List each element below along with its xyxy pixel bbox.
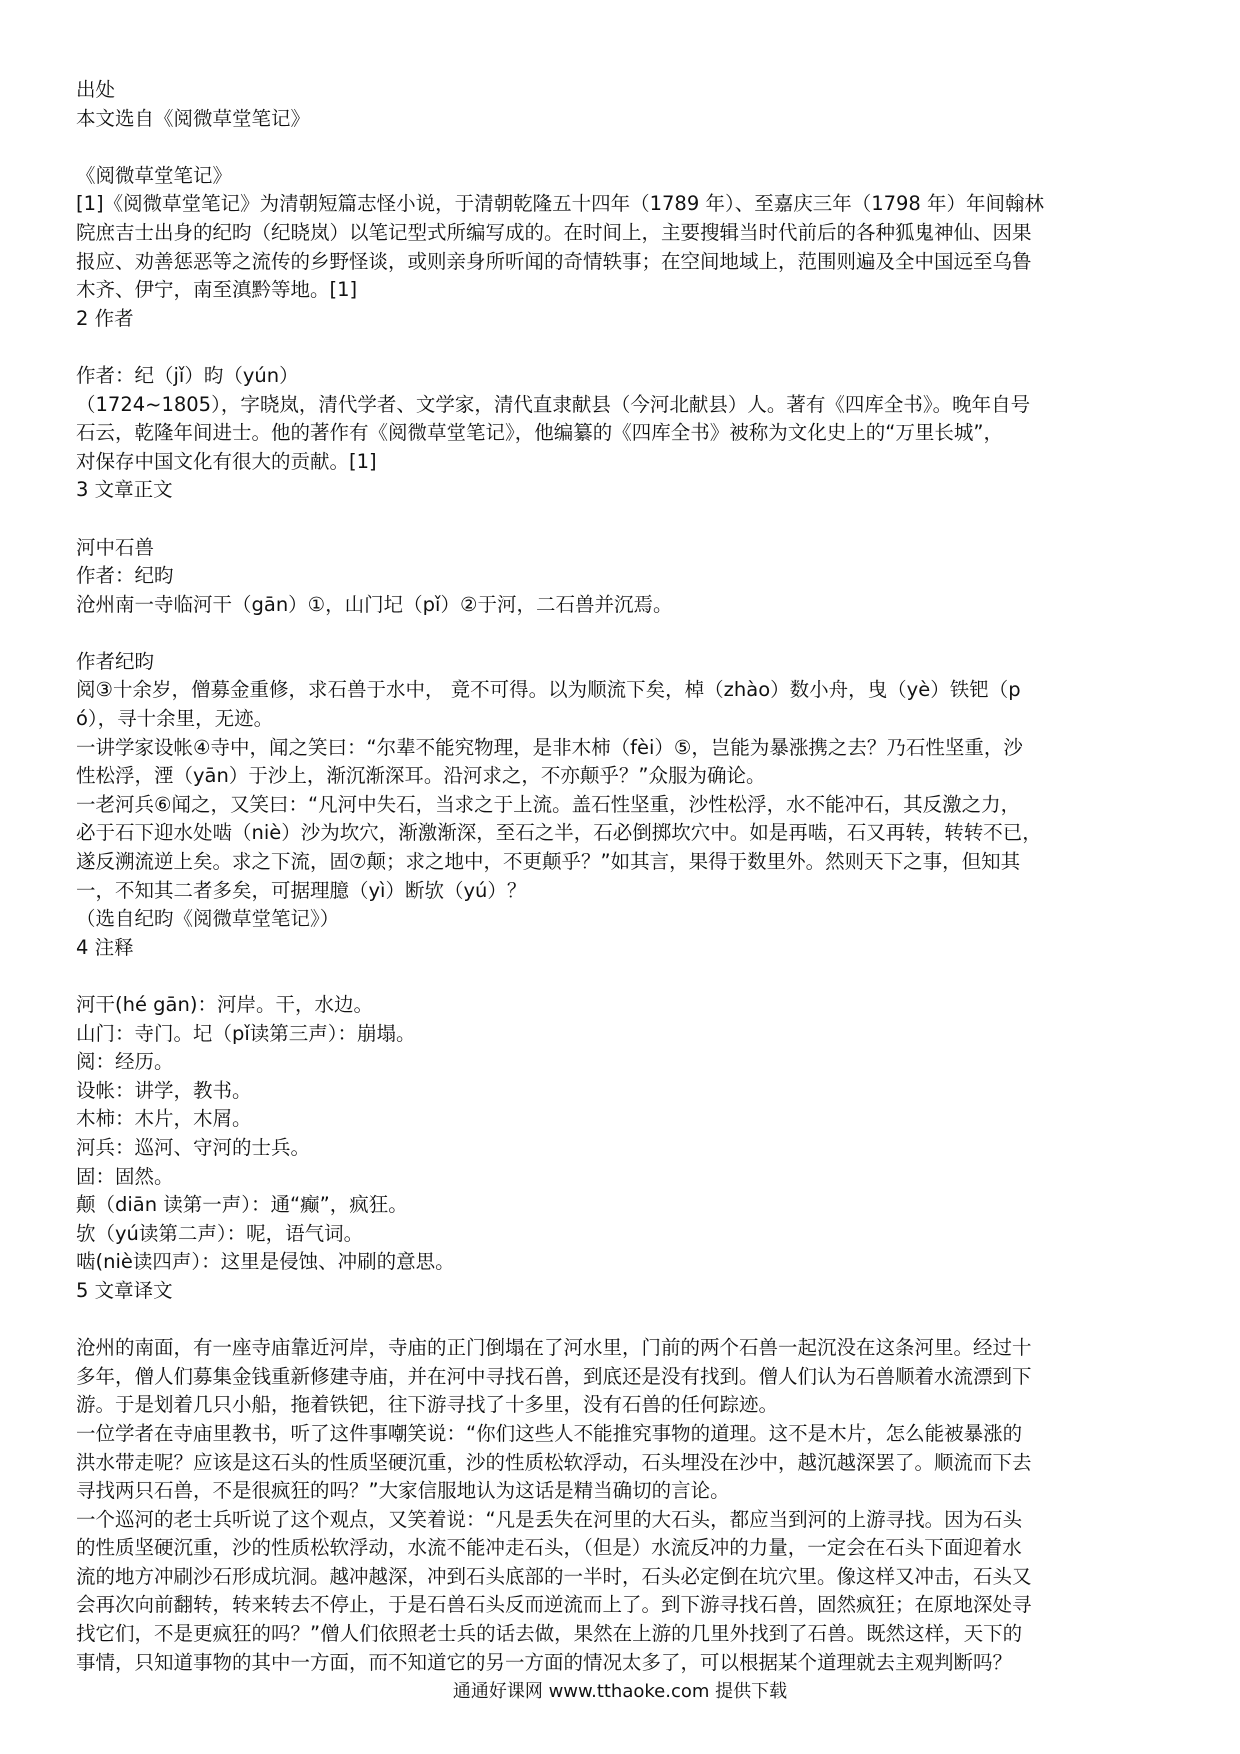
note-item: 啮(niè读四声）：这里是侵蚀、冲刷的意思。: [76, 1250, 455, 1274]
translation-line: 流的地方冲刷沙石形成坑洞。越冲越深，冲到石头底部的一半时，石头必定倒在坑穴里。像这样又冲击，石头又: [76, 1564, 1032, 1588]
spacer: [76, 962, 1164, 991]
spacer: [76, 1306, 1164, 1335]
translation-line: 游。于是划着几只小船，拖着铁钯，往下游寻找了十多里，没有石兽的任何踪迹。: [76, 1393, 779, 1417]
section-heading-notes: 4 注释: [76, 935, 134, 959]
note-item: 阅：经历。: [76, 1050, 174, 1074]
book-line: [1]《阅微草堂笔记》为清朝短篇志怪小说，于清朝乾隆五十四年（1789 年）、至嘉庆三年（1798 年）年间翰林: [76, 192, 1045, 216]
author-paragraph: [76, 391, 1164, 477]
article-line: 必于石下迎水处啮（niè）沙为坎穴，渐激渐深，至石之半，石必倒掷坎穴中。如是再啮，石又再转，转转不已，: [76, 821, 1042, 845]
note-item: 固：固然。: [76, 1164, 174, 1188]
note-item: 欤（yú读第二声）：呢，语气词。: [76, 1221, 364, 1245]
book-title: 《阅微草堂笔记》: [76, 163, 233, 187]
article-line: 一老河兵⑥闻之，又笑曰：“凡河中失石，当求之于上流。盖石性坚重，沙性松浮，水不能冲石，其反激之力，: [76, 792, 1021, 816]
article-line: 一，不知其二者多矣，可据理臆（yì）断欤（yú）？: [76, 878, 527, 902]
translation-line: 沧州的南面，有一座寺庙靠近河岸，寺庙的正门倒塌在了河水里，门前的两个石兽一起沉没在这条河里。经过十: [76, 1336, 1032, 1360]
note-item: 设帐：讲学，教书。: [76, 1078, 252, 1102]
translation-line: 的性质坚硬沉重，沙的性质松软浮动，水流不能冲走石头，（但是）水流反冲的力量，一定会在石头下面迎着水: [76, 1536, 1022, 1560]
article-opening: 沧州南一寺临河干（gān）①，山门圮（pǐ）②于河，二石兽并沉焉。: [76, 592, 673, 616]
translation-line: 寻找两只石兽，不是很疯狂的吗？”大家信服地认为这话是精当确切的言论。: [76, 1479, 730, 1503]
note-item: 河兵：巡河、守河的士兵。: [76, 1135, 311, 1159]
book-line: 木齐、伊宁，南至滇黔等地。[1]: [76, 278, 358, 302]
document-page: [76, 76, 1164, 1677]
translation-line: 一位学者在寺庙里教书，听了这件事嘲笑说：“你们这些人不能推究事物的道理。这不是木片，怎么能被暴涨的: [76, 1421, 1023, 1445]
section-heading-translation: 5 文章译文: [76, 1278, 173, 1302]
article-body: [76, 676, 1164, 933]
section-heading-author: 2 作者: [76, 306, 134, 330]
translation-line: 一个巡河的老士兵听说了这个观点，又笑着说：“凡是丢失在河里的大石头，都应当到河的上游寻找。因为石头: [76, 1507, 1023, 1531]
source-text: 本文选自《阅微草堂笔记》: [76, 106, 311, 130]
article-line: ó），寻十余里，无迹。: [76, 707, 274, 731]
translation-body: [76, 1334, 1164, 1677]
notes-list: [76, 991, 1164, 1277]
article-line: 一讲学家设帐④寺中，闻之笑曰：“尔辈不能究物理，是非木柿（fèi）⑤，岂能为暴涨携之去？乃石性坚重，沙: [76, 735, 1023, 759]
author-line: 石云，乾隆年间进士。他的著作有《阅微草堂笔记》，他编纂的《四库全书》被称为文化史上的“万里长城”，: [76, 421, 1003, 445]
spacer: [76, 619, 1164, 648]
translation-line: 洪水带走呢？应该是这石头的性质坚硬沉重，沙的性质松软浮动，石头埋没在沙中，越沉越深罢了。顺流而下去: [76, 1450, 1032, 1474]
translation-line: 会再次向前翻转，转来转去不停止，于是石兽石头反而逆流而上了。到下游寻找石兽，固然疯狂；在原地深处寻: [76, 1593, 1032, 1617]
article-line: 遂反溯流逆上矣。求之下流，固⑦颠；求之地中，不更颠乎？”如其言，果得于数里外。然则天下之事，但知其: [76, 850, 1021, 874]
book-paragraph: [76, 190, 1164, 304]
spacer: [76, 133, 1164, 162]
note-item: 山门：寺门。圮（pǐ读第三声）：崩塌。: [76, 1021, 416, 1045]
author-name-line: 作者：纪（jǐ）昀（yún）: [76, 363, 299, 387]
translation-line: 多年，僧人们募集金钱重新修建寺庙，并在河中寻找石兽，到底还是没有找到。僧人们认为石兽顺着水流漂到下: [76, 1364, 1032, 1388]
book-line: 院庶吉士出身的纪昀（纪晓岚）以笔记型式所编写成的。在时间上，主要搜辑当时代前后的各种狐鬼神仙、因果: [76, 220, 1032, 244]
article-line: （选自纪昀《阅微草堂笔记》）: [76, 907, 340, 931]
spacer: [76, 333, 1164, 362]
note-item: 颠（diān 读第一声）：通“癫”，疯狂。: [76, 1193, 408, 1217]
translation-line: 找它们，不是更疯狂的吗？”僧人们依照老士兵的话去做，果然在上游的几里外找到了石兽。既然这样，天下的: [76, 1622, 1023, 1646]
article-line: 阅③十余岁，僧募金重修，求石兽于水中， 竟不可得。以为顺流下矣，棹（zhào）数小舟，曳（yè）铁钯（p: [76, 678, 1021, 702]
article-line: 性松浮，湮（yān）于沙上，渐沉渐深耳。沿河求之，不亦颠乎？”众服为确论。: [76, 764, 766, 788]
author-line: 对保存中国文化有很大的贡献。[1]: [76, 449, 377, 473]
section-heading-text: 3 文章正文: [76, 478, 173, 502]
article-author: 作者：纪昀: [76, 564, 174, 588]
footer-credit: 通通好课网 www.tthaoke.com 提供下载: [452, 1681, 788, 1702]
author-line: （1724~1805），字晓岚，清代学者、文学家，清代直隶献县（今河北献县）人。著有《四库全书》。晚年自号: [76, 392, 1031, 416]
spacer: [76, 505, 1164, 534]
source-heading: 出处: [76, 78, 116, 101]
translation-line: 事情，只知道事物的其中一方面，而不知道它的另一方面的情况太多了，可以根据某个道理就去主观判断吗？: [76, 1650, 1013, 1674]
author-note: 作者纪昀: [76, 649, 155, 673]
note-item: 木柿：木片，木屑。: [76, 1107, 252, 1131]
article-title: 河中石兽: [76, 535, 155, 559]
note-item: 河干(hé gān)：河岸。干，水边。: [76, 993, 373, 1016]
book-line: 报应、劝善惩恶等之流传的乡野怪谈，或则亲身所听闻的奇情轶事；在空间地域上，范围则遍及全中国远至乌鲁: [76, 249, 1032, 273]
